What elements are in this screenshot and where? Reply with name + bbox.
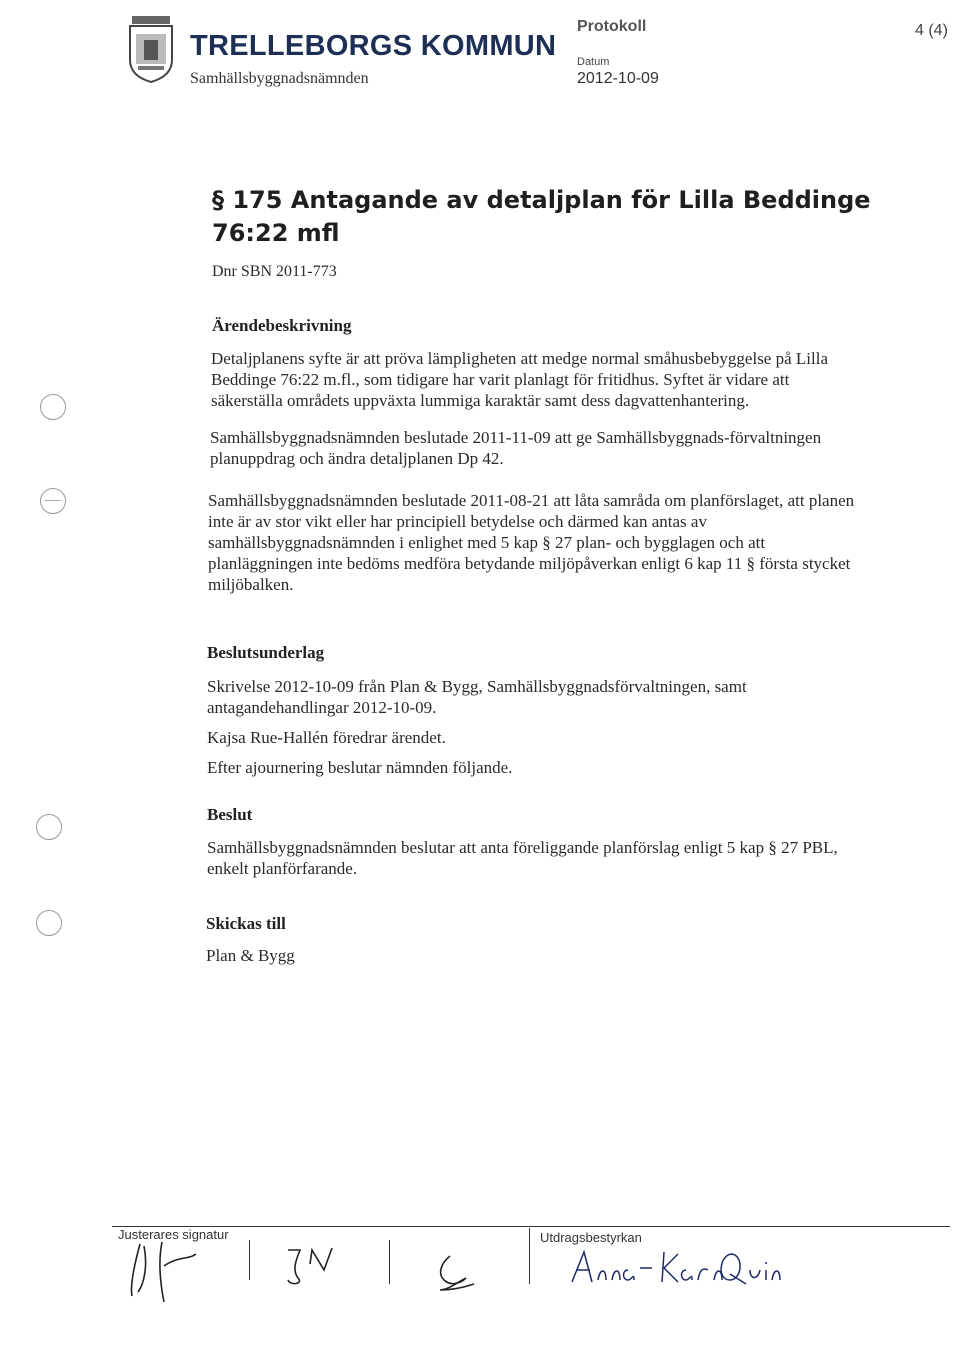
org-name: TRELLEBORGS KOMMUN: [190, 30, 557, 62]
footer-rule: [112, 1226, 950, 1227]
skickas-recipient: Plan & Bygg: [206, 946, 295, 965]
punch-hole: [40, 488, 66, 514]
municipal-crest: [126, 14, 176, 84]
page-number: 4 (4): [915, 22, 948, 39]
signature-initials-3: [430, 1250, 480, 1294]
arende-paragraph-3: Samhällsbyggnadsnämnden beslutade 2011-08-21 att låta samråda om planförslaget, att planen inte är av stor vikt eller har principiell betydelse och därmed kan antas av samhällsbyggnadsnämnden i enlighet med 5 kap § 27 plan- och bygglagen och att planläggningen inte bedöms medföra betydande miljöpåverkan enligt 6 kap 11 § första stycket miljöbalken.: [208, 491, 855, 594]
beslut-paragraph: Samhällsbyggnadsnämnden beslutar att anta föreliggande planförslag enligt 5 kap § 27 PBL, enkelt planförfarande.: [207, 838, 838, 878]
case-number: Dnr SBN 2011-773: [212, 263, 337, 280]
signature-anna-karin-quint: [566, 1246, 786, 1290]
section-heading-beslut: Beslut: [207, 805, 253, 824]
arende-paragraph-2: Samhällsbyggnadsnämnden beslutade 2011-11-09 att ge Samhällsbyggnads-förvaltningen planuppdrag och ändra detaljplanen Dp 42.: [210, 428, 822, 468]
date-value: 2012-10-09: [577, 70, 659, 87]
underlag-paragraph-2: Kajsa Rue-Hallén föredrar ärendet.: [207, 728, 446, 747]
section-heading-skickas: Skickas till: [206, 914, 286, 933]
signature-divider: [249, 1240, 250, 1280]
section-heading-underlag: Beslutsunderlag: [207, 643, 325, 662]
arende-paragraph-1: Detaljplanens syfte är att pröva lämpligheten att medge normal småhusbebyggelse på Lilla Beddinge 76:22 m.fl., som tidigare har varit planlagt för fritidhus. Syftet är vidare att säkerställa områdets uppväxta lummiga karaktär samt dess dagvattenhantering.: [211, 349, 828, 410]
date-label: Datum: [577, 56, 610, 68]
justerare-label: Justerares signatur: [118, 1227, 229, 1242]
document-type: Protokoll: [577, 18, 647, 35]
signature-initials-2: [282, 1244, 342, 1288]
punch-hole: [36, 910, 62, 936]
org-subtitle: Samhällsbyggnadsnämnden: [190, 70, 369, 87]
punch-hole: [40, 394, 66, 420]
utdrag-label: Utdragsbestyrkan: [540, 1230, 642, 1245]
underlag-paragraph-3: Efter ajournering beslutar nämnden följande.: [207, 758, 513, 777]
punch-hole: [36, 814, 62, 840]
page-title: § 175 Antagande av detaljplan för Lilla Beddinge 76:22 mfl: [212, 186, 871, 247]
signature-divider: [529, 1228, 530, 1284]
signature-initials-1: [118, 1236, 208, 1306]
section-heading-arende: Ärendebeskrivning: [212, 316, 352, 335]
underlag-paragraph-1: Skrivelse 2012-10-09 från Plan & Bygg, Samhällsbyggnadsförvaltningen, samt antagandehandlingar 2012-10-09.: [207, 677, 747, 717]
signature-divider: [389, 1240, 390, 1284]
